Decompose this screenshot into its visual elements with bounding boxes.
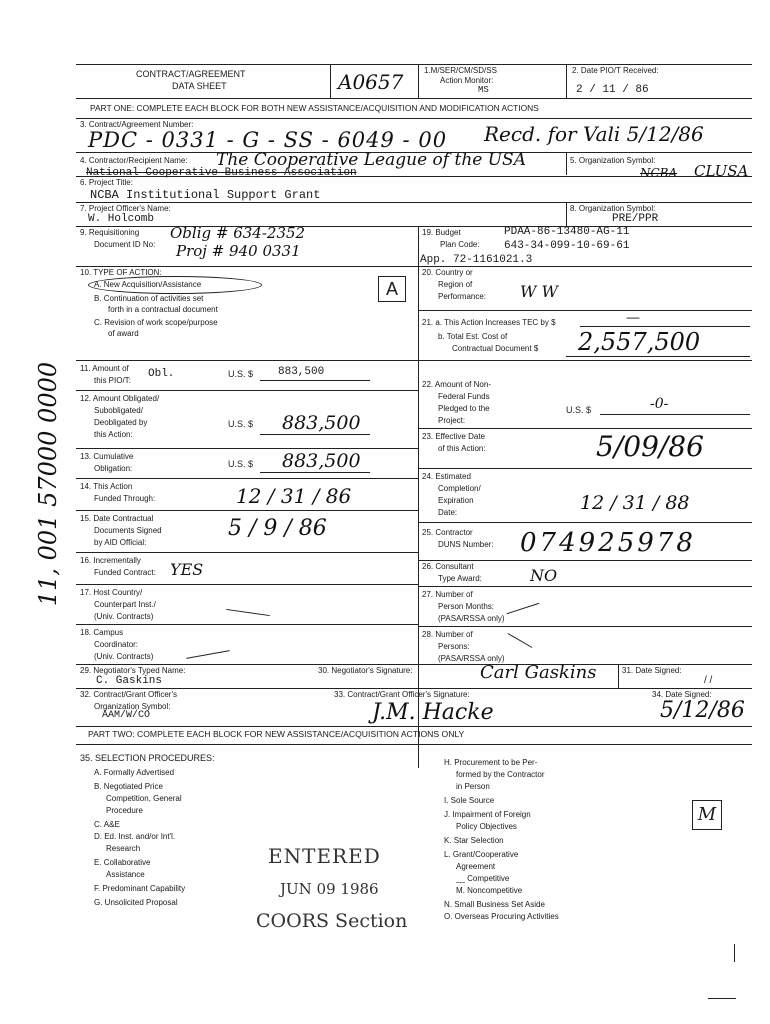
- edge-dash: [708, 998, 736, 999]
- rule-23: [418, 468, 752, 469]
- block21a-label: 21. a. This Action Increases TEC by $: [422, 318, 556, 327]
- block28-l2: Persons:: [438, 642, 470, 651]
- selection-option: L. Grant/Cooperative: [444, 850, 519, 859]
- selection-procedure-selected: M: [692, 800, 722, 830]
- document-number: A0657: [338, 70, 404, 94]
- block27-l3: (PASA/RSSA only): [438, 614, 505, 623]
- selection-option: Procedure: [106, 806, 143, 815]
- negotiator-signature: Carl Gaskins: [480, 662, 597, 683]
- block10-label: 10. TYPE OF ACTION:: [80, 268, 162, 277]
- header-divider-2: [418, 64, 419, 98]
- block14-l1: 14. This Action: [80, 482, 133, 491]
- block18-l2: Coordinator:: [94, 640, 139, 649]
- selection-option: F. Predominant Capability: [94, 884, 186, 893]
- top-rule: [76, 64, 752, 65]
- total-est-cost-line: [566, 356, 750, 357]
- date-received-label: 2. Date PIO/T Received:: [572, 66, 659, 75]
- officer-org-symbol: AAM/W/CO: [102, 710, 151, 721]
- total-est-cost: 2,557,500: [578, 328, 701, 356]
- divider-block8: [566, 202, 567, 226]
- cumulative-obligation: 883,500: [282, 450, 361, 472]
- recipient-name-handwritten: The Cooperative League of the USA: [216, 150, 526, 170]
- block15-l3: by AID Official:: [94, 538, 147, 547]
- selection-option: E. Collaborative: [94, 858, 151, 867]
- selection-option: J. Impairment of Foreign: [444, 810, 531, 819]
- action-option-b2: forth in a contractual document: [108, 305, 218, 314]
- block19-label2: Plan Code:: [440, 240, 480, 249]
- selection-option: in Person: [456, 782, 490, 791]
- duns-number: 074925978: [520, 528, 696, 558]
- action-option-b1: B. Continuation of activities set: [94, 294, 204, 303]
- block15-l1: 15. Date Contractual: [80, 514, 154, 523]
- block22-currency: U.S. $: [566, 405, 592, 415]
- block25-l2: DUNS Number:: [438, 540, 494, 549]
- budget-value3: App. 72-1161021.3: [420, 254, 533, 266]
- action-monitor-label: Action Monitor:: [440, 76, 494, 85]
- block7-label: 7. Project Officer's Name:: [80, 204, 171, 213]
- tec-increase-value: —: [626, 310, 640, 326]
- block16-l2: Funded Contract:: [94, 568, 156, 577]
- rule-22: [418, 428, 752, 429]
- block27-l1: 27. Number of: [422, 590, 473, 599]
- rule-20: [418, 310, 752, 311]
- rule-4: [76, 176, 752, 177]
- selection-option: O. Overseas Procuring Activities: [444, 912, 559, 921]
- block17-dash: [226, 609, 270, 616]
- block8-label: 8. Organization Symbol:: [570, 204, 656, 213]
- selection-option: K. Star Selection: [444, 836, 504, 845]
- block22-l3: Pledged to the: [438, 404, 490, 413]
- rule-25: [418, 560, 752, 561]
- block32-l1: 32. Contract/Grant Officer's: [80, 690, 177, 699]
- part-one-title: PART ONE: COMPLETE EACH BLOCK FOR BOTH NEW ASSISTANCE/ACQUISITION AND MODIFICATION ACTIONS: [90, 103, 539, 113]
- selection-option: Agreement: [456, 862, 496, 871]
- block16-l1: 16. Incrementally: [80, 556, 141, 565]
- recipient-name-typed: National Cooperative Business Association: [86, 167, 357, 179]
- selection-option: D. Ed. Inst. and/or Int'l.: [94, 832, 176, 841]
- rule-14: [76, 510, 418, 511]
- org-symbol-value: CLUSA: [694, 162, 749, 180]
- block19-label1: 19. Budget: [422, 228, 461, 237]
- selection-option: C. A&E: [94, 820, 120, 829]
- block6-label: 6. Project Title:: [80, 178, 133, 187]
- rule-10: [76, 360, 752, 361]
- block9-label2: Document ID No:: [94, 240, 156, 249]
- block28-l3: (PASA/RSSA only): [438, 654, 505, 663]
- block21b-label1: b. Total Est. Cost of: [438, 332, 508, 341]
- action-option-c2: of award: [108, 329, 139, 338]
- block29-label: 29. Negotiator's Typed Name:: [80, 666, 186, 675]
- oblig-number: Oblig # 634-2352: [170, 224, 306, 242]
- block17-l1: 17. Host Country/: [80, 588, 143, 597]
- rule-17: [76, 624, 418, 625]
- selection-option: H. Procurement to be Per-: [444, 758, 538, 767]
- rule-15: [76, 552, 418, 553]
- funded-through: 12 / 31 / 86: [236, 484, 352, 508]
- date-received-value: 2 / 11 / 86: [576, 84, 649, 96]
- officer-date-signed: 5/12/86: [660, 698, 745, 723]
- selection-option: Assistance: [106, 870, 145, 879]
- block23-l1: 23. Effective Date: [422, 432, 485, 441]
- block11-currency: U.S. $: [228, 369, 254, 379]
- rule-part-two: [76, 744, 752, 745]
- main-center-divider: [418, 226, 419, 768]
- proj-number: Proj # 940 0331: [176, 242, 301, 260]
- block1-label: 1.M/SER/CM/SD/SS: [424, 66, 497, 75]
- rule-part-one: [76, 118, 752, 119]
- block23-l2: of this Action:: [438, 444, 486, 453]
- block27-dash: [507, 603, 540, 614]
- project-officer-name: W. Holcomb: [88, 213, 155, 225]
- block32-l2: Organization Symbol:: [94, 702, 171, 711]
- divider-block5: [566, 153, 567, 175]
- obligated-line: [260, 434, 370, 435]
- block35-label: 35. SELECTION PROCEDURES:: [80, 753, 215, 763]
- budget-value1: PDAA-86-13480-AG-11: [504, 226, 630, 238]
- country-value: W W: [520, 282, 558, 301]
- action-option-a: A. New Acquisition/Assistance: [94, 280, 202, 289]
- block33-label: 33. Contract/Grant Officer's Signature:: [334, 690, 470, 699]
- block24-l4: Date:: [438, 508, 458, 517]
- block13-l1: 13. Cumulative: [80, 452, 134, 461]
- rule-9: [76, 266, 752, 267]
- rule-6: [76, 202, 752, 203]
- selection-option: Research: [106, 844, 141, 853]
- project-title: NCBA Institutional Support Grant: [90, 188, 321, 202]
- pio-amount: 883,500: [278, 366, 325, 378]
- block17-l3: (Univ. Contracts): [94, 612, 154, 621]
- completion-date: 12 / 31 / 88: [580, 492, 690, 514]
- cumulative-line: [260, 472, 370, 473]
- rule-26: [418, 586, 752, 587]
- block13-currency: U.S. $: [228, 459, 254, 469]
- rule-32: [76, 726, 752, 727]
- block12-l4: this Action:: [94, 430, 133, 439]
- margin-note: 11, 001 57000 0000: [34, 361, 62, 607]
- block15-l2: Documents Signed: [94, 526, 162, 535]
- consultant-award: NO: [530, 566, 558, 585]
- rule-13: [76, 478, 418, 479]
- incrementally-funded: YES: [170, 560, 204, 579]
- selection-option: __ Competitive: [456, 874, 510, 883]
- block34-label: 34. Date Signed:: [652, 690, 712, 699]
- block24-l3: Expiration: [438, 496, 474, 505]
- block24-l1: 24. Estimated: [422, 472, 471, 481]
- block20-label1: 20. Country or: [422, 268, 473, 277]
- received-annotation: Recd. for Vali 5/12/86: [484, 122, 704, 146]
- contract-number: PDC - 0331 - G - SS - 6049 - 00: [88, 128, 448, 152]
- block27-l2: Person Months:: [438, 602, 495, 611]
- officer-signature: J.M. Hacke: [372, 700, 494, 725]
- non-federal-amount: -0-: [650, 396, 669, 412]
- pio-amount-line: [260, 380, 370, 381]
- effective-date: 5/09/86: [596, 430, 704, 463]
- rule-18: [76, 664, 752, 665]
- negotiator-name: C. Gaskins: [96, 675, 163, 687]
- action-monitor-value: MS: [478, 85, 489, 95]
- non-federal-line: [600, 414, 750, 415]
- block11-obl: Obl.: [148, 368, 175, 380]
- header-divider-3: [566, 64, 567, 98]
- rule-24: [418, 522, 752, 523]
- budget-value2: 643-34-099-10-69-61: [504, 240, 630, 252]
- block9-label1: 9. Requisitioning: [80, 228, 140, 237]
- selection-option: N. Small Business Set Aside: [444, 900, 545, 909]
- rule-29: [76, 688, 752, 689]
- header-divider-1: [330, 64, 331, 98]
- type-of-action-selected: A: [378, 276, 406, 302]
- block8-org-symbol: PRE/PPR: [612, 213, 659, 225]
- rule-27: [418, 626, 752, 627]
- block13-l2: Obligation:: [94, 464, 133, 473]
- block12-l2: Subobligated/: [94, 406, 143, 415]
- block18-l1: 18. Campus: [80, 628, 124, 637]
- block20-label2: Region of: [438, 280, 473, 289]
- block26-l1: 26. Consultant: [422, 562, 474, 571]
- block11-label2: this PIO/T:: [94, 376, 131, 385]
- selection-option: Policy Objectives: [456, 822, 517, 831]
- block28-dash: [508, 633, 533, 648]
- block30-label: 30. Negotiator's Signature:: [318, 666, 413, 675]
- documents-signed-date: 5 / 9 / 86: [228, 516, 327, 541]
- tec-increase-line: [580, 326, 750, 327]
- block21b-label2: Contractual Document $: [452, 344, 539, 353]
- action-option-c1: C. Revision of work scope/purpose: [94, 318, 218, 327]
- block11-label1: 11. Amount of: [80, 364, 129, 373]
- selection-option: Competition, General: [106, 794, 182, 803]
- part-two-title: PART TWO: COMPLETE EACH BLOCK FOR NEW ASSISTANCE/ACQUISITION ACTIONS ONLY: [88, 729, 465, 739]
- block18-l3: (Univ. Contracts): [94, 652, 154, 661]
- selection-option: A. Formally Advertised: [94, 768, 175, 777]
- form-title-line1: CONTRACT/AGREEMENT: [136, 69, 246, 79]
- block12-currency: U.S. $: [228, 419, 254, 429]
- block25-l1: 25. Contractor: [422, 528, 473, 537]
- block22-l1: 22. Amount of Non-: [422, 380, 491, 389]
- block17-l2: Counterpart Inst./: [94, 600, 156, 609]
- block24-l2: Completion/: [438, 484, 481, 493]
- obligated-amount: 883,500: [282, 412, 361, 434]
- block31-date: / /: [704, 675, 713, 686]
- rule-12: [76, 448, 418, 449]
- header-bottom-rule: [76, 98, 752, 99]
- selection-option: M. Noncompetitive: [456, 886, 523, 895]
- block4-label: 4. Contractor/Recipient Name:: [80, 156, 188, 165]
- entered-stamp-title: ENTERED: [268, 844, 381, 868]
- divider-block31: [618, 664, 619, 688]
- entered-stamp-section: COORS Section: [256, 910, 408, 932]
- block28-l1: 28. Number of: [422, 630, 473, 639]
- block12-l3: Deobligated by: [94, 418, 148, 427]
- block20-label3: Performance:: [438, 292, 487, 301]
- block22-l2: Federal Funds: [438, 392, 490, 401]
- block18-dash: [186, 650, 230, 659]
- selection-option: formed by the Contractor: [456, 770, 545, 779]
- block3-label: 3. Contract/Agreement Number:: [80, 120, 194, 129]
- block14-l2: Funded Through:: [94, 494, 156, 503]
- form-title-line2: DATA SHEET: [172, 81, 227, 91]
- selection-option: G. Unsolicited Proposal: [94, 898, 178, 907]
- block22-l4: Project:: [438, 416, 466, 425]
- block12-l1: 12. Amount Obligated/: [80, 394, 160, 403]
- edge-mark: [734, 944, 735, 962]
- block5-label: 5. Organization Symbol:: [570, 156, 656, 165]
- entered-stamp-date: JUN 09 1986: [280, 880, 379, 898]
- org-symbol-struck: NCBA: [640, 166, 678, 180]
- selection-option: I. Sole Source: [444, 796, 495, 805]
- block31-label: 31. Date Signed:: [622, 666, 682, 675]
- selection-option: B. Negotiated Price: [94, 782, 163, 791]
- rule-11-left: [76, 390, 418, 391]
- block26-l2: Type Award:: [438, 574, 482, 583]
- rule-16: [76, 584, 418, 585]
